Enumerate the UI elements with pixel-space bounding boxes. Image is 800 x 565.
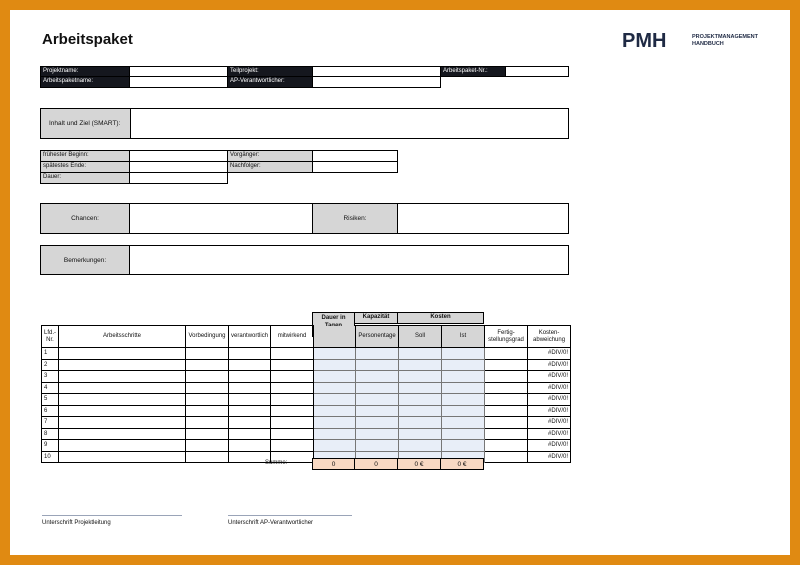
kostenabweichung-cell: #DIV/0! <box>528 428 571 440</box>
sum-dauer: 0 <box>312 458 355 470</box>
arbeitspaketname-field[interactable] <box>129 76 228 88</box>
kostenabweichung-cell: #DIV/0! <box>528 394 571 406</box>
table-row <box>42 451 571 463</box>
dauer-cell[interactable] <box>314 405 356 417</box>
fertigstellungsgrad-cell[interactable] <box>485 382 528 394</box>
label-projektname: Projektname: <box>40 66 130 77</box>
table-row <box>42 394 571 406</box>
dauer-field[interactable] <box>129 172 228 184</box>
table-row <box>42 382 571 394</box>
arbeitspaket-nr-field[interactable] <box>505 66 569 77</box>
kostenabweichung-cell: #DIV/0! <box>528 451 571 463</box>
label-vorgaenger: Vorgänger: <box>227 150 313 162</box>
signature-line-projektleitung <box>42 515 182 516</box>
row-number: 9 <box>42 440 59 452</box>
arbeitsschritt-cell[interactable] <box>59 371 186 383</box>
arbeitsschritt-cell[interactable] <box>59 417 186 429</box>
verantwortlich-cell[interactable] <box>229 371 271 383</box>
soll-cell[interactable] <box>399 405 442 417</box>
soll-cell[interactable] <box>399 417 442 429</box>
row-number: 2 <box>42 359 59 371</box>
verantwortlich-cell[interactable] <box>229 348 271 360</box>
col-fertigstellungsgrad: Fertig-stellungsgrad <box>485 326 528 348</box>
dauer-cell[interactable] <box>314 428 356 440</box>
table-row <box>42 440 571 452</box>
col-lfd-nr: Lfd.-Nr. <box>42 326 59 348</box>
label-fruehester-beginn: frühester Beginn: <box>40 150 130 162</box>
row-number: 6 <box>42 405 59 417</box>
personentage-cell[interactable] <box>356 359 399 371</box>
chancen-field[interactable] <box>129 203 313 234</box>
group-header-kapazitaet: Kapazität <box>354 312 398 324</box>
vorbedingung-cell[interactable] <box>186 451 229 463</box>
dauer-cell[interactable] <box>314 440 356 452</box>
fertigstellungsgrad-cell[interactable] <box>485 451 528 463</box>
mitwirkend-cell[interactable] <box>271 348 314 360</box>
label-bemerkungen: Bemerkungen: <box>40 245 130 275</box>
arbeitsschritt-cell[interactable] <box>59 348 186 360</box>
col-ist: Ist <box>442 326 485 348</box>
ist-cell[interactable] <box>442 428 485 440</box>
document-sheet <box>10 10 790 555</box>
logo-line2: HANDBUCH <box>692 41 724 47</box>
label-ap-verantwortlicher: AP-Verantwortlicher: <box>227 76 313 88</box>
col-soll: Soll <box>399 326 442 348</box>
vorbedingung-cell[interactable] <box>186 428 229 440</box>
personentage-cell[interactable] <box>356 417 399 429</box>
sum-personentage: 0 <box>354 458 398 470</box>
fertigstellungsgrad-cell[interactable] <box>485 371 528 383</box>
arbeitsschritt-cell[interactable] <box>59 440 186 452</box>
arbeitsschritt-cell[interactable] <box>59 359 186 371</box>
table-row <box>42 428 571 440</box>
sum-ist: 0 € <box>440 458 484 470</box>
row-number: 10 <box>42 451 59 463</box>
kostenabweichung-cell: #DIV/0! <box>528 382 571 394</box>
personentage-cell[interactable] <box>356 440 399 452</box>
soll-cell[interactable] <box>399 394 442 406</box>
vorbedingung-cell[interactable] <box>186 348 229 360</box>
dauer-cell[interactable] <box>314 371 356 383</box>
label-teilprojekt: Teilprojekt: <box>227 66 313 77</box>
arbeitsschritt-cell[interactable] <box>59 382 186 394</box>
group-header-dauer: Dauer in <box>312 312 355 337</box>
table-row <box>42 405 571 417</box>
kostenabweichung-cell: #DIV/0! <box>528 417 571 429</box>
col-kostenabweichung: Kosten-abweichung <box>528 326 571 348</box>
row-number: 4 <box>42 382 59 394</box>
ist-cell[interactable] <box>442 405 485 417</box>
personentage-cell[interactable] <box>356 382 399 394</box>
col-dauer-spacer <box>314 326 356 348</box>
ist-cell[interactable] <box>442 371 485 383</box>
verantwortlich-cell[interactable] <box>229 394 271 406</box>
personentage-cell[interactable] <box>356 371 399 383</box>
ap-verantwortlicher-field[interactable] <box>312 76 441 88</box>
label-dauer: Dauer: <box>40 172 130 184</box>
col-personentage: Personentage <box>356 326 399 348</box>
col-verantwortlich: verantwortlich <box>229 326 271 348</box>
sum-soll: 0 € <box>397 458 441 470</box>
vorbedingung-cell[interactable] <box>186 405 229 417</box>
mitwirkend-cell[interactable] <box>271 382 314 394</box>
table-header-row <box>42 326 571 348</box>
personentage-cell[interactable] <box>356 405 399 417</box>
personentage-cell[interactable] <box>356 394 399 406</box>
kostenabweichung-cell: #DIV/0! <box>528 371 571 383</box>
dauer-cell[interactable] <box>314 417 356 429</box>
soll-cell[interactable] <box>399 440 442 452</box>
kostenabweichung-cell: #DIV/0! <box>528 440 571 452</box>
verantwortlich-cell[interactable] <box>229 417 271 429</box>
verantwortlich-cell[interactable] <box>229 382 271 394</box>
table-row <box>42 348 571 360</box>
pmh-logo <box>622 30 764 50</box>
signature-label-ap-verantwortlicher: Unterschrift AP-Verantwortlicher <box>228 520 314 526</box>
signature-label-projektleitung: Unterschrift Projektleitung <box>42 520 111 526</box>
fertigstellungsgrad-cell[interactable] <box>485 348 528 360</box>
mitwirkend-cell[interactable] <box>271 440 314 452</box>
personentage-cell[interactable] <box>356 348 399 360</box>
ist-cell[interactable] <box>442 348 485 360</box>
table-row <box>42 359 571 371</box>
label-arbeitspaketname: Arbeitspaketname: <box>40 76 130 88</box>
verantwortlich-cell[interactable] <box>229 405 271 417</box>
col-arbeitsschritte: Arbeitsschritte <box>59 326 186 348</box>
page-title: Arbeitspaket <box>42 31 133 48</box>
row-number: 3 <box>42 371 59 383</box>
ist-cell[interactable] <box>442 382 485 394</box>
ist-cell[interactable] <box>442 417 485 429</box>
verantwortlich-cell[interactable] <box>229 428 271 440</box>
arbeitsschritt-cell[interactable] <box>59 428 186 440</box>
row-number: 1 <box>42 348 59 360</box>
table-row <box>42 417 571 429</box>
verantwortlich-cell[interactable] <box>229 359 271 371</box>
arbeitsschritt-cell[interactable] <box>59 394 186 406</box>
risiken-field[interactable] <box>397 203 569 234</box>
vorbedingung-cell[interactable] <box>186 371 229 383</box>
label-risiken: Risiken: <box>312 203 398 234</box>
fertigstellungsgrad-cell[interactable] <box>485 417 528 429</box>
signature-line-ap-verantwortlicher <box>228 515 352 516</box>
nachfolger-field[interactable] <box>312 161 398 173</box>
mitwirkend-cell[interactable] <box>271 359 314 371</box>
logo-line1: PROJEKTMANAGEMENT <box>692 34 759 40</box>
mitwirkend-cell[interactable] <box>271 394 314 406</box>
logo-mark: PMH <box>622 30 667 50</box>
inhalt-ziel-field[interactable] <box>130 108 569 139</box>
arbeitsschritt-cell[interactable] <box>59 451 186 463</box>
kostenabweichung-cell: #DIV/0! <box>528 348 571 360</box>
row-number: 7 <box>42 417 59 429</box>
soll-cell[interactable] <box>399 348 442 360</box>
row-number: 8 <box>42 428 59 440</box>
group-header-kosten: Kosten <box>397 312 484 324</box>
ist-cell[interactable] <box>442 359 485 371</box>
soll-cell[interactable] <box>399 359 442 371</box>
col-mitwirkend: mitwirkend <box>271 326 314 348</box>
arbeitsschritte-table <box>41 325 571 463</box>
mitwirkend-cell[interactable] <box>271 417 314 429</box>
soll-cell[interactable] <box>399 382 442 394</box>
fertigstellungsgrad-cell[interactable] <box>485 405 528 417</box>
vorbedingung-cell[interactable] <box>186 440 229 452</box>
soll-cell[interactable] <box>399 428 442 440</box>
vorbedingung-cell[interactable] <box>186 394 229 406</box>
summe-label: Summe: <box>265 460 288 466</box>
kostenabweichung-cell: #DIV/0! <box>528 405 571 417</box>
label-inhalt-ziel: Inhalt und Ziel (SMART): <box>40 108 131 139</box>
row-number: 5 <box>42 394 59 406</box>
vorbedingung-cell[interactable] <box>186 417 229 429</box>
dauer-cell[interactable] <box>314 359 356 371</box>
fertigstellungsgrad-cell[interactable] <box>485 440 528 452</box>
fertigstellungsgrad-cell[interactable] <box>485 359 528 371</box>
label-chancen: Chancen: <box>40 203 130 234</box>
mitwirkend-cell[interactable] <box>271 371 314 383</box>
label-arbeitspaket-nr: Arbeitspaket-Nr.: <box>440 66 506 77</box>
dauer-cell[interactable] <box>314 348 356 360</box>
vorbedingung-cell[interactable] <box>186 359 229 371</box>
col-vorbedingung: Vorbedingung <box>186 326 229 348</box>
mitwirkend-cell[interactable] <box>271 428 314 440</box>
dauer-cell[interactable] <box>314 394 356 406</box>
dauer-cell[interactable] <box>314 382 356 394</box>
table-row <box>42 371 571 383</box>
ist-cell[interactable] <box>442 440 485 452</box>
soll-cell[interactable] <box>399 371 442 383</box>
fertigstellungsgrad-cell[interactable] <box>485 428 528 440</box>
fertigstellungsgrad-cell[interactable] <box>485 394 528 406</box>
mitwirkend-cell[interactable] <box>271 405 314 417</box>
label-spaetestes-ende: spätestes Ende: <box>40 161 130 173</box>
bemerkungen-field[interactable] <box>129 245 569 275</box>
ist-cell[interactable] <box>442 394 485 406</box>
vorbedingung-cell[interactable] <box>186 382 229 394</box>
verantwortlich-cell[interactable] <box>229 440 271 452</box>
kostenabweichung-cell: #DIV/0! <box>528 359 571 371</box>
label-nachfolger: Nachfolger: <box>227 161 313 173</box>
personentage-cell[interactable] <box>356 428 399 440</box>
arbeitsschritt-cell[interactable] <box>59 405 186 417</box>
